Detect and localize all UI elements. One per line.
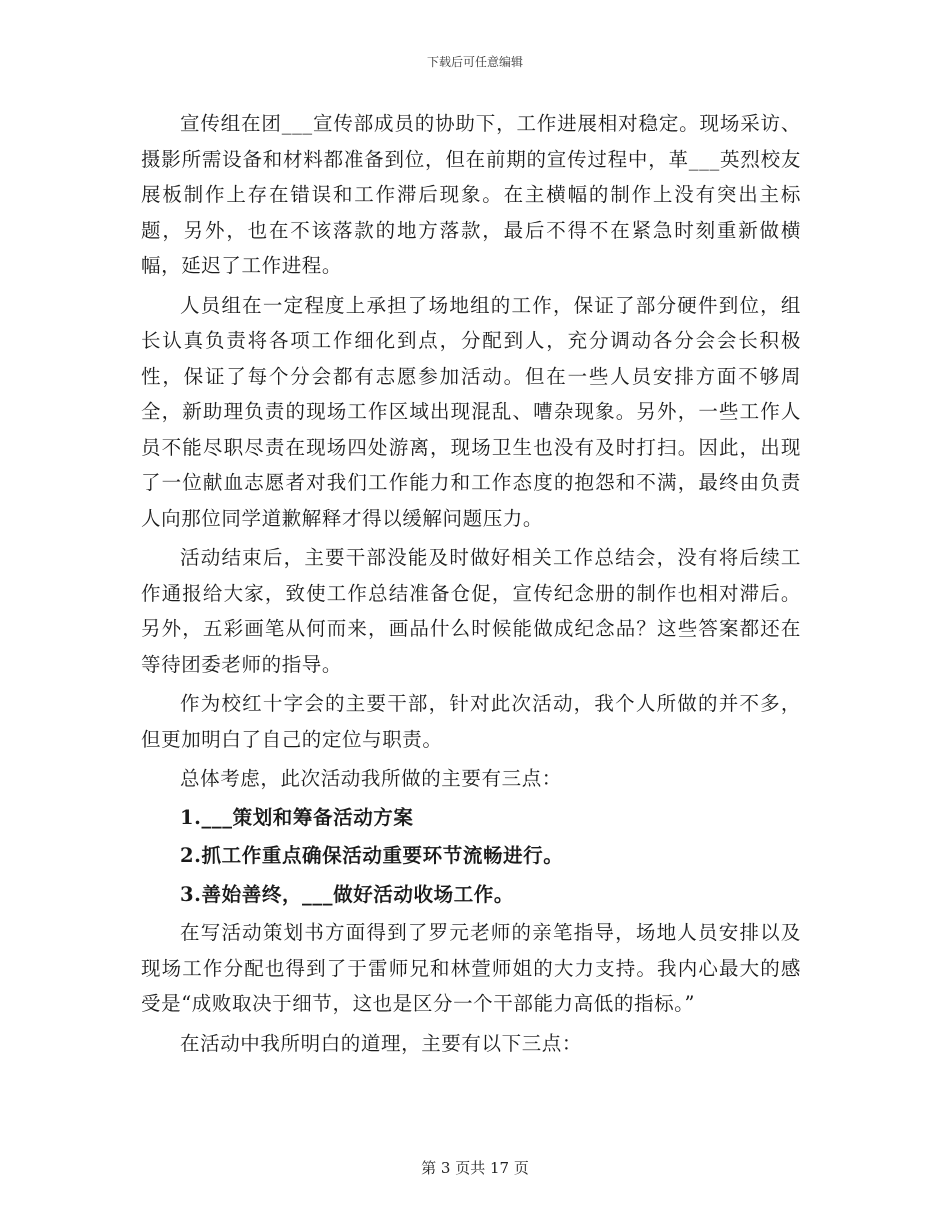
page-header: 下载后可任意编辑 [426,55,523,69]
list-item-3: 3.善始善终，___做好活动收场工作。 [180,882,515,906]
paragraph-guidance: 在写活动策划书方面得到了罗元老师的亲笔指导，场地人员安排以及现场工作分配也得到了于雷师兄和林萱师姐的大力支持。我内心最大的感受是“成败取决于细节，这也是区分一个干部能力高低的指标。” [141,921,801,1015]
paragraph-after-event: 活动结束后，主要干部没能及时做好相关工作总结会，没有将后续工作通报给大家，致使工作总结准备仓促，宣传纪念册的制作也相对滞后。另外，五彩画笔从何而来，画品什么时候能做成纪念品？这些答案都还在等待团委老师的指导。 [141,546,801,676]
paragraph-summary-intro: 总体考虑，此次活动我所做的主要有三点： [180,767,562,790]
page-footer: 第 3 页共 17 页 [421,1159,529,1177]
paragraph-personnel: 人员组在一定程度上承担了场地组的工作，保证了部分硬件到位，组长认真负责将各项工作细化到点，分配到人，充分调动各分会会长积极性，保证了每个分会都有志愿参加活动。但在一些人员安排方面不够周全，新助理负责的现场工作区域出现混乱、嘈杂现象。另外，一些工作人员不能尽职尽责在现场四处游离，现场卫生也没有及时打扫。因此，出现了一位献血志愿者对我们工作能力和工作态度的抱怨和不满，最终由负责人向那位同学道歉解释才得以缓解问题压力。 [141,293,801,530]
list-item-1: 1.___策划和筹备活动方案 [180,805,414,829]
paragraph-lessons-intro: 在活动中我所明白的道理，主要有以下三点： [180,1031,583,1055]
paragraph-publicity: 宣传组在团___宣传部成员的协助下，工作进展相对稳定。现场采访、摄影所需设备和材料都准备到位，但在前期的宣传过程中，革___英烈校友展板制作上存在错误和工作滞后现象。在主横幅的制作上没有突出主标题，另外，也在不该落款的地方落款，最后不得不在紧急时刻重新做横幅，延迟了工作进程。 [141,112,801,277]
list-item-2: 2.抓工作重点确保活动重要环节流畅进行。 [180,844,564,867]
document-body [141,106,801,1061]
paragraph-role: 作为校红十字会的主要干部，针对此次活动，我个人所做的并不多，但更加明白了自己的定位与职责。 [141,692,801,751]
